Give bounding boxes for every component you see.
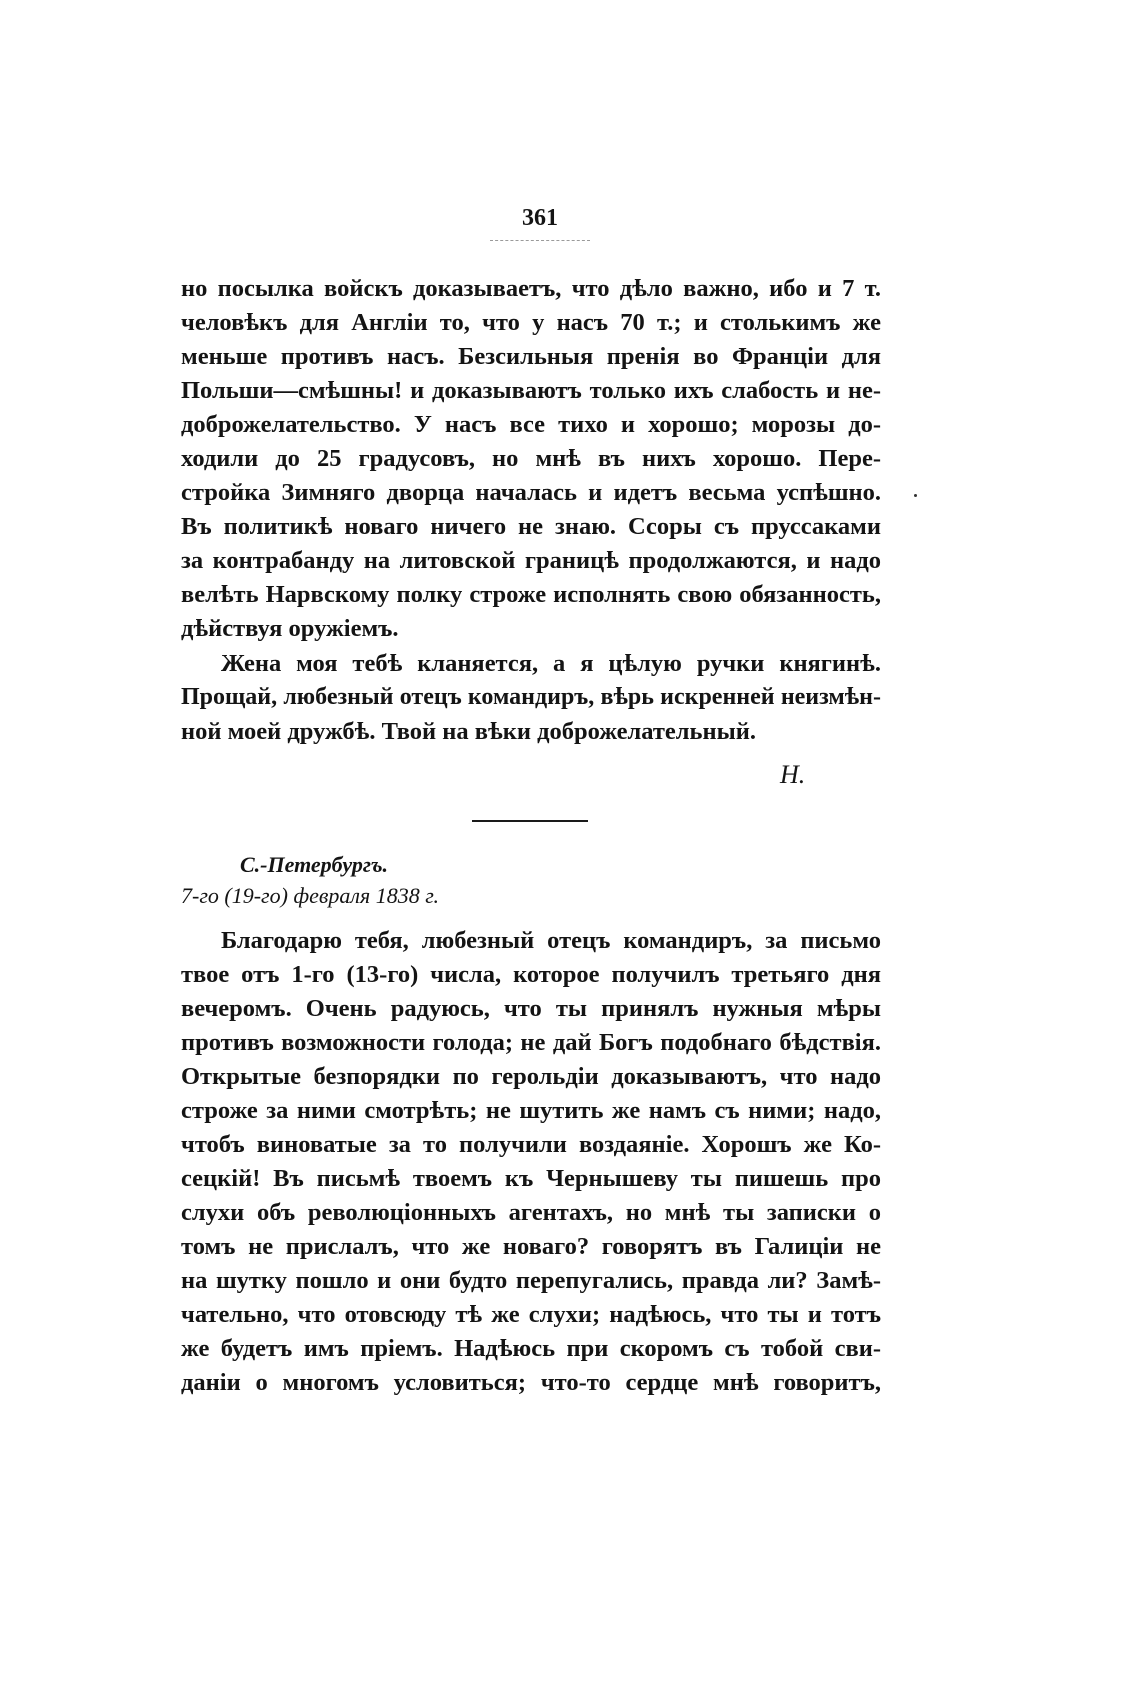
text-line: слухи объ революціонныхъ агентахъ, но мнѣ ты записки о: [181, 1199, 881, 1226]
text-line: за контрабанду на литовской границѣ продолжаются, и надо: [181, 547, 881, 574]
text-line: человѣкъ для Англіи то, что у насъ 70 т.; и столькимъ же: [181, 309, 881, 336]
page-number: 361: [522, 205, 558, 231]
text-line: стройка Зимняго дворца началась и идетъ весьма успѣшно.: [181, 479, 881, 506]
text-line: Открытые безпорядки по герольдіи доказываютъ, что надо: [181, 1063, 881, 1090]
text-line: сецкій! Въ письмѣ твоемъ къ Чернышеву ты пишешь про: [181, 1165, 881, 1192]
text-line: Въ политикѣ новаго ничего не знаю. Ссоры съ пруссаками: [181, 513, 881, 540]
text-line: ходили до 25 градусовъ, но мнѣ въ нихъ хорошо. Пере-: [181, 445, 881, 472]
text-line: чтобъ виноватые за то получили воздаяніе. Хорошъ же Ко-: [181, 1131, 881, 1158]
text-line: дѣйствуя оружіемъ.: [181, 615, 399, 642]
text-line: противъ возможности голода; не дай Богъ подобнаго бѣдствія.: [181, 1029, 881, 1056]
text-line: Жена моя тебѣ кланяется, а я цѣлую ручки княгинѣ.: [221, 650, 881, 677]
text-line: строже за ними смотрѣть; не шутить же намъ съ ними; надо,: [181, 1097, 881, 1124]
text-line: ной моей дружбѣ. Твой на вѣки доброжелательный.: [181, 718, 756, 745]
text-line: чательно, что отовсюду тѣ же слухи; надѣюсь, что ты и тотъ: [181, 1301, 881, 1328]
text-line: на шутку пошло и они будто перепугались, правда ли? Замѣ-: [181, 1267, 881, 1294]
page-number-rule: [490, 240, 590, 241]
text-line: Прощай, любезный отецъ командиръ, вѣрь искренней неизмѣн-: [181, 684, 881, 710]
text-line: меньше противъ насъ. Безсильныя пренія во Франціи для: [181, 343, 881, 370]
section-divider: [472, 820, 588, 822]
text-line: велѣть Нарвскому полку строже исполнять свою обязанность,: [181, 581, 881, 608]
scan-speck: [914, 494, 917, 497]
signature: Н.: [780, 760, 806, 789]
text-line: Благодарю тебя, любезный отецъ командиръ, за письмо: [221, 927, 881, 954]
text-line: томъ не прислалъ, что же новаго? говорятъ въ Галиціи не: [181, 1233, 881, 1260]
text-line: доброжелательство. У насъ все тихо и хорошо; морозы до-: [181, 411, 881, 438]
text-line: Польши—смѣшны! и доказываютъ только ихъ слабость и не-: [181, 377, 881, 404]
text-line: твое отъ 1-го (13-го) числа, которое получилъ третьяго дня: [181, 961, 881, 988]
text-line: но посылка войскъ доказываетъ, что дѣло важно, ибо и 7 т.: [181, 275, 881, 302]
text-line: же будетъ имъ пріемъ. Надѣюсь при скоромъ съ тобой сви-: [181, 1335, 881, 1362]
text-line: даніи о многомъ условиться; что-то сердце мнѣ говоритъ,: [181, 1369, 881, 1396]
place-heading: С.-Петербургъ.: [240, 852, 389, 877]
text-line: вечеромъ. Очень радуюсь, что ты принялъ нужныя мѣры: [181, 995, 881, 1022]
date-heading: 7-го (19-го) февраля 1838 г.: [181, 883, 440, 908]
